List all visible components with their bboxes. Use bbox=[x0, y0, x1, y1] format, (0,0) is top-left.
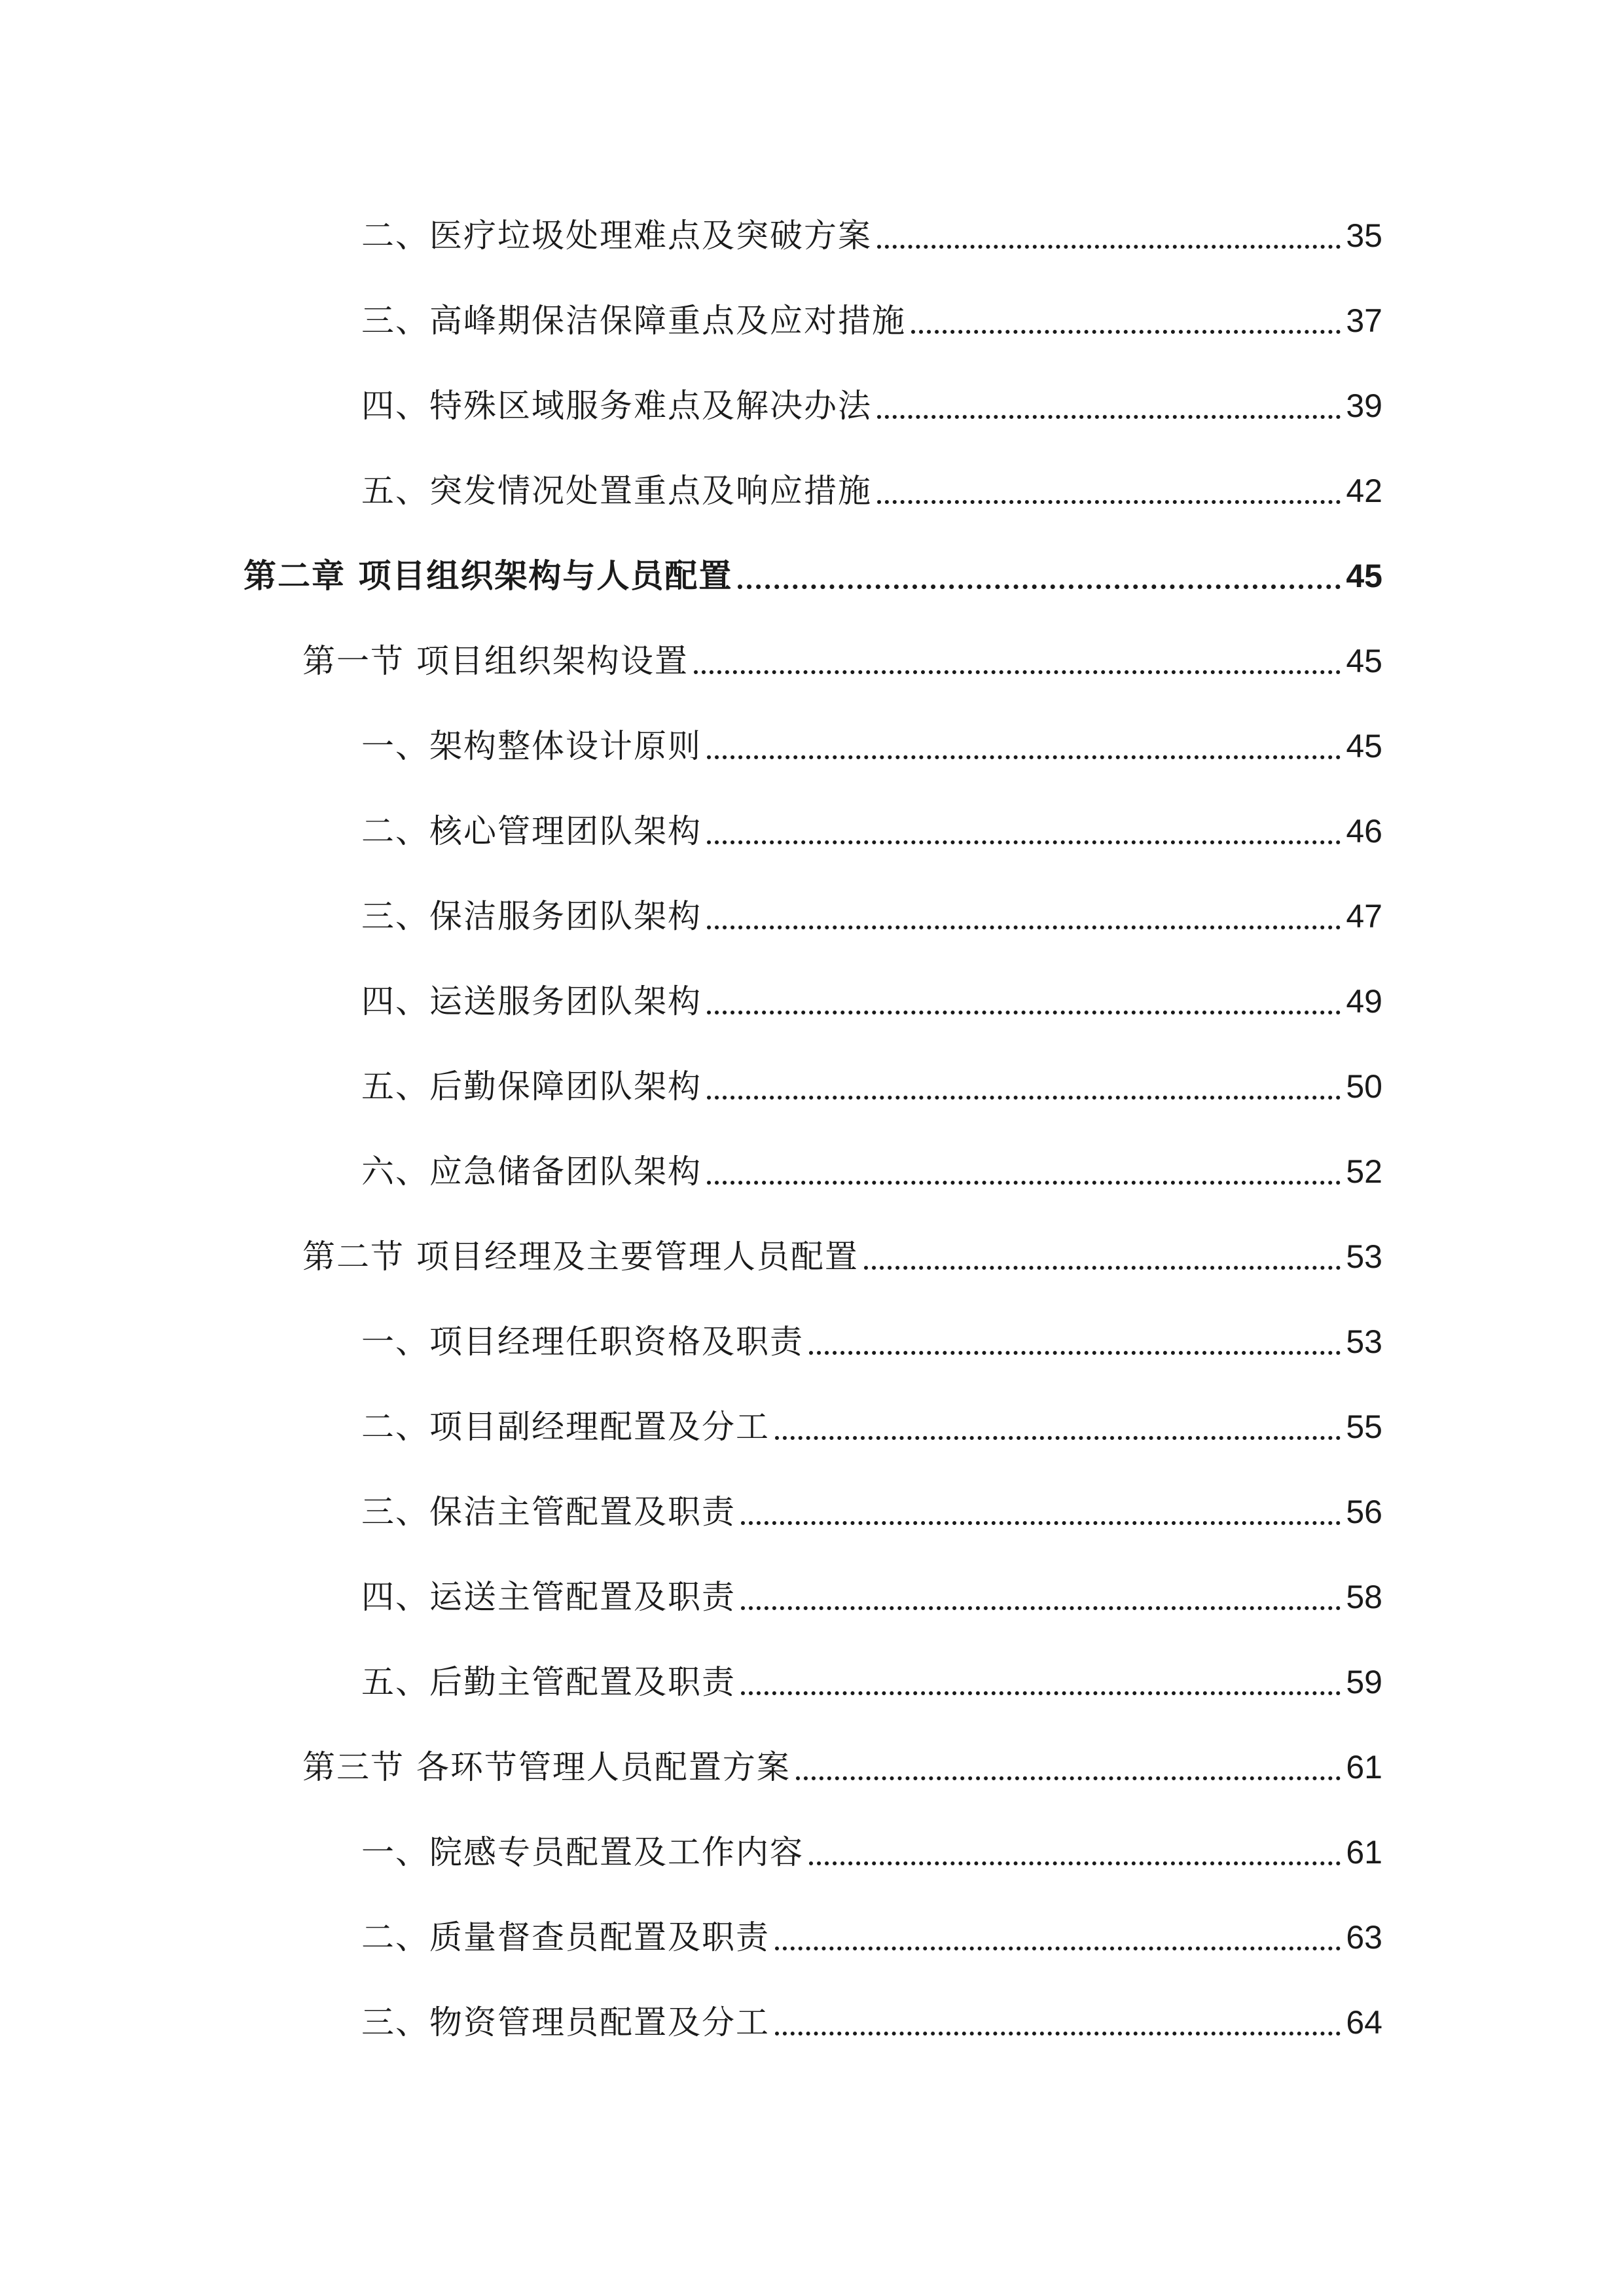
dot-leader bbox=[877, 245, 1341, 249]
toc-entry-page-number: 50 bbox=[1346, 1068, 1382, 1105]
toc-entry-page-number: 46 bbox=[1346, 813, 1382, 850]
toc-entry-page-number: 45 bbox=[1346, 728, 1382, 764]
toc-entry-page-number: 47 bbox=[1346, 898, 1382, 935]
toc-entry-page-number: 64 bbox=[1346, 2004, 1382, 2041]
dot-leader bbox=[775, 1436, 1341, 1440]
toc-entry-title: 二、医疗垃圾处理难点及突破方案 bbox=[361, 217, 872, 255]
toc-entry-page-number: 52 bbox=[1346, 1153, 1382, 1190]
toc-entry-title: 四、特殊区域服务难点及解决办法 bbox=[361, 387, 872, 425]
toc-entry-page-number: 58 bbox=[1346, 1579, 1382, 1615]
dot-leader bbox=[707, 840, 1341, 844]
dot-leader bbox=[911, 330, 1341, 334]
toc-entry[interactable] bbox=[361, 209, 1382, 262]
toc-entry-title: 四、运送主管配置及职责 bbox=[361, 1578, 736, 1616]
toc-entry-page-number: 45 bbox=[1346, 643, 1382, 679]
dot-leader bbox=[775, 2032, 1341, 2036]
toc-entry-page-number: 63 bbox=[1346, 1919, 1382, 1956]
toc-entry[interactable] bbox=[361, 1911, 1382, 1964]
dot-leader bbox=[741, 1691, 1341, 1695]
toc-entry-title: 三、保洁服务团队架构 bbox=[361, 897, 702, 935]
toc-entry-title: 第三节 各环节管理人员配置方案 bbox=[302, 1748, 791, 1786]
toc-entry-page-number: 56 bbox=[1346, 1494, 1382, 1530]
dot-leader bbox=[877, 500, 1341, 504]
dot-leader bbox=[877, 415, 1341, 419]
toc-entry[interactable] bbox=[361, 1656, 1382, 1708]
toc-entry-title: 五、突发情况处置重点及响应措施 bbox=[361, 472, 872, 510]
toc-entry-title: 五、后勤主管配置及职责 bbox=[361, 1663, 736, 1701]
toc-section-entry[interactable] bbox=[302, 635, 1382, 687]
dot-leader bbox=[707, 1096, 1341, 1100]
toc-entry-page-number: 39 bbox=[1346, 387, 1382, 424]
toc-entry-page-number: 61 bbox=[1346, 1834, 1382, 1871]
toc-entry[interactable] bbox=[361, 380, 1382, 432]
toc-entry[interactable] bbox=[361, 1486, 1382, 1538]
toc-entry-page-number: 61 bbox=[1346, 1749, 1382, 1785]
toc-entry-title: 一、院感专员配置及工作内容 bbox=[361, 1833, 804, 1871]
toc-chapter-entry[interactable] bbox=[244, 550, 1382, 602]
dot-leader bbox=[707, 925, 1341, 929]
toc-entry-page-number: 55 bbox=[1346, 1408, 1382, 1445]
toc-entry-page-number: 53 bbox=[1346, 1238, 1382, 1275]
toc-entry-title: 第一节 项目组织架构设置 bbox=[302, 642, 689, 680]
toc-entry[interactable] bbox=[361, 1571, 1382, 1623]
toc-entry-title: 二、核心管理团队架构 bbox=[361, 812, 702, 850]
toc-entry-page-number: 49 bbox=[1346, 983, 1382, 1020]
toc-section-entry[interactable] bbox=[302, 1230, 1382, 1283]
toc-entry-title: 四、运送服务团队架构 bbox=[361, 982, 702, 1020]
toc-entry-page-number: 59 bbox=[1346, 1664, 1382, 1700]
dot-leader bbox=[741, 1606, 1341, 1610]
toc-entry-title: 三、物资管理员配置及分工 bbox=[361, 2003, 770, 2041]
dot-leader bbox=[864, 1266, 1341, 1270]
toc-entry-title: 第二节 项目经理及主要管理人员配置 bbox=[302, 1238, 859, 1276]
toc-entry-page-number: 37 bbox=[1346, 302, 1382, 339]
toc-entry[interactable] bbox=[361, 465, 1382, 517]
toc-entry[interactable] bbox=[361, 1060, 1382, 1113]
toc-entry-title: 三、高峰期保洁保障重点及应对措施 bbox=[361, 302, 906, 340]
toc-entry-title: 五、后勤保障团队架构 bbox=[361, 1067, 702, 1105]
toc-entry-title: 一、项目经理任职资格及职责 bbox=[361, 1323, 804, 1361]
dot-leader bbox=[707, 1011, 1341, 1014]
toc-entry-page-number: 35 bbox=[1346, 217, 1382, 254]
dot-leader bbox=[809, 1861, 1341, 1865]
toc-entry-title: 三、保洁主管配置及职责 bbox=[361, 1493, 736, 1531]
dot-leader bbox=[738, 584, 1341, 589]
toc-entry[interactable] bbox=[361, 805, 1382, 857]
toc-entry[interactable] bbox=[361, 1401, 1382, 1453]
toc-entry[interactable] bbox=[361, 975, 1382, 1028]
toc-entry[interactable] bbox=[361, 720, 1382, 772]
dot-leader bbox=[707, 1181, 1341, 1185]
toc-entry-page-number: 45 bbox=[1346, 558, 1382, 594]
toc-entry[interactable] bbox=[361, 890, 1382, 942]
dot-leader bbox=[796, 1776, 1341, 1780]
toc-entry[interactable] bbox=[361, 295, 1382, 347]
toc-section-entry[interactable] bbox=[302, 1741, 1382, 1793]
dot-leader bbox=[694, 670, 1341, 674]
toc-entry-title: 六、应急储备团队架构 bbox=[361, 1153, 702, 1191]
dot-leader bbox=[707, 755, 1341, 759]
dot-leader bbox=[809, 1351, 1341, 1355]
toc-entry[interactable] bbox=[361, 1145, 1382, 1198]
toc-entry[interactable] bbox=[361, 1996, 1382, 2049]
toc-entry-page-number: 53 bbox=[1346, 1323, 1382, 1360]
toc-entry-page-number: 42 bbox=[1346, 473, 1382, 509]
dot-leader bbox=[775, 1946, 1341, 1950]
toc-entry[interactable] bbox=[361, 1316, 1382, 1368]
toc-entry-title: 第二章 项目组织架构与人员配置 bbox=[244, 557, 733, 595]
toc-entry-title: 二、项目副经理配置及分工 bbox=[361, 1408, 770, 1446]
dot-leader bbox=[741, 1521, 1341, 1525]
toc-entry-title: 一、架构整体设计原则 bbox=[361, 727, 702, 765]
toc-entry[interactable] bbox=[361, 1826, 1382, 1878]
toc-entry-title: 二、质量督查员配置及职责 bbox=[361, 1918, 770, 1956]
